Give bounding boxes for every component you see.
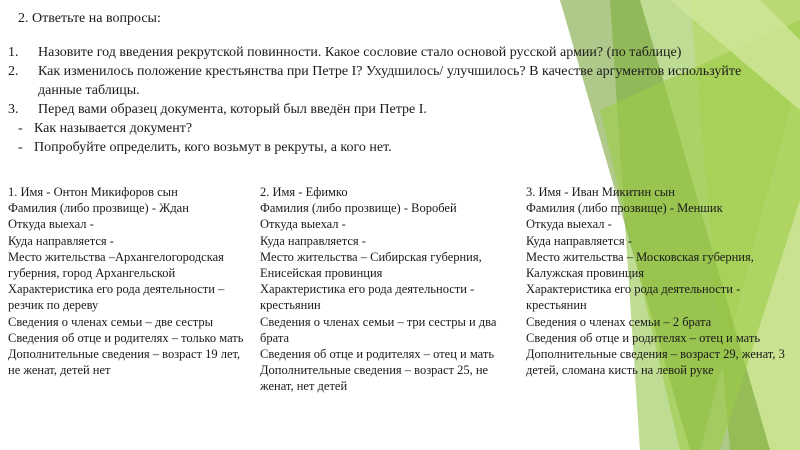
record-extra: Дополнительные сведения – возраст 29, женат, 3 детей, сломана кисть на левой руке bbox=[526, 347, 785, 378]
record-occupation: Характеристика его рода деятельности – резчик по дереву bbox=[8, 282, 225, 313]
record-to: Куда направляется - bbox=[260, 233, 366, 248]
subquestion-marker: - bbox=[18, 121, 23, 136]
record-surname: Фамилия (либо прозвище) - Меншик bbox=[526, 201, 723, 216]
record-family: Сведения о членах семьи – 2 брата bbox=[526, 314, 712, 329]
record-surname: Фамилия (либо прозвище) - Ждан bbox=[8, 201, 189, 216]
subquestion-text: Попробуйте определить, кого возьмут в рекруты, а кого нет. bbox=[34, 140, 392, 155]
question-text: Как изменилось положение крестьянства при Петре I? Ухудшилось/ улучшилось? В качестве аргументов используйте данные таблицы. bbox=[38, 64, 742, 98]
record-name: 2. Имя - Ефимко bbox=[260, 185, 348, 199]
record-card-2 bbox=[260, 184, 512, 395]
question-text: Назовите год введения рекрутской повинности. Какое сословие стало основой русской армии? (по таблице) bbox=[38, 45, 682, 60]
record-from: Откуда выехал - bbox=[260, 217, 346, 232]
question-list bbox=[8, 43, 748, 157]
question-number: 2. bbox=[8, 64, 19, 79]
record-occupation: Характеристика его рода деятельности - крестьянин bbox=[260, 282, 475, 313]
record-surname: Фамилия (либо прозвище) - Воробей bbox=[260, 201, 457, 216]
record-to: Куда направляется - bbox=[526, 233, 632, 248]
subquestion-2 bbox=[8, 138, 748, 157]
record-parents: Сведения об отце и родителях – отец и мать bbox=[526, 330, 761, 345]
record-parents: Сведения об отце и родителях – только мать bbox=[8, 330, 244, 345]
record-name: 1. Имя - Онтон Микифоров сын bbox=[8, 185, 178, 199]
record-extra: Дополнительные сведения – возраст 25, не женат, нет детей bbox=[260, 363, 489, 394]
question-3 bbox=[8, 100, 748, 119]
slide-heading: 2. Ответьте на вопросы: bbox=[18, 11, 161, 26]
record-to: Куда направляется - bbox=[8, 233, 114, 248]
record-residence: Место жительства –Архангелогородская губерния, город Архангельской bbox=[8, 249, 224, 281]
subquestion-text: Как называется документ? bbox=[34, 121, 193, 136]
question-1 bbox=[8, 43, 748, 62]
record-residence: Место жительства – Сибирская губерния, Енисейская провинция bbox=[260, 249, 482, 281]
question-text: Перед вами образец документа, который был введён при Петре I. bbox=[38, 102, 427, 117]
subquestion-marker: - bbox=[18, 140, 23, 155]
record-card-3 bbox=[526, 184, 788, 378]
record-occupation: Характеристика его рода деятельности - крестьянин bbox=[526, 282, 741, 313]
record-from: Откуда выехал - bbox=[8, 217, 94, 232]
record-family: Сведения о членах семьи – три сестры и два брата bbox=[260, 314, 497, 345]
record-residence: Место жительства – Московская губерния, Калужская провинция bbox=[526, 249, 754, 281]
record-parents: Сведения об отце и родителях – отец и мать bbox=[260, 347, 495, 362]
record-name: 3. Имя - Иван Микитин сын bbox=[526, 185, 675, 199]
question-number: 3. bbox=[8, 102, 19, 117]
record-family: Сведения о членах семьи – две сестры bbox=[8, 314, 214, 329]
record-extra: Дополнительные сведения – возраст 19 лет, не женат, детей нет bbox=[8, 347, 241, 378]
record-card-1 bbox=[8, 184, 250, 378]
question-2 bbox=[8, 62, 748, 100]
question-number: 1. bbox=[8, 45, 19, 60]
record-from: Откуда выехал - bbox=[526, 217, 612, 232]
subquestion-1 bbox=[8, 119, 748, 138]
